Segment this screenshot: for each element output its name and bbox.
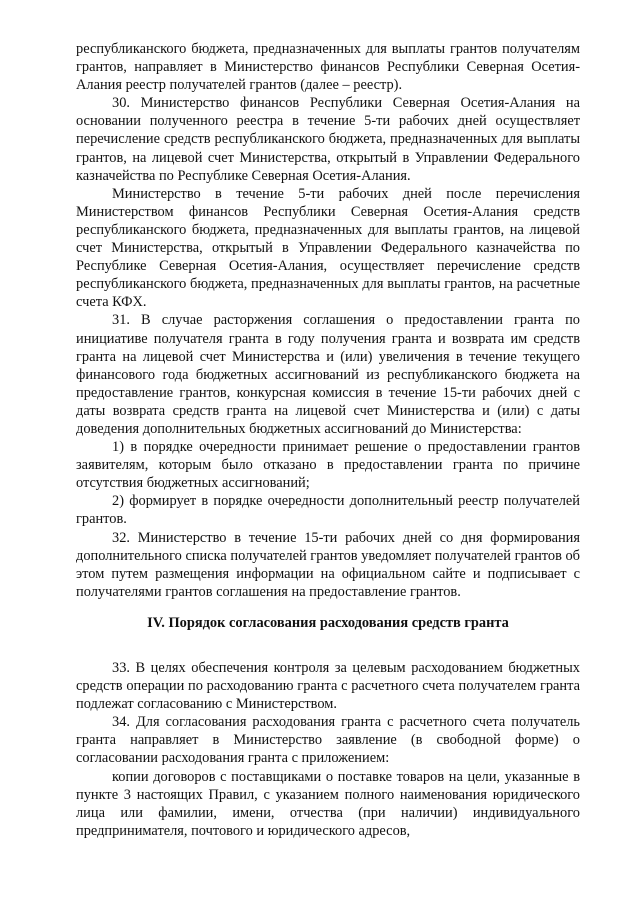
section-heading: IV. Порядок согласования расходования средств гранта — [147, 614, 509, 631]
paragraph: 31. В случае расторжения соглашения о предоставлении гранта по инициативе получателя гранта в году получения гранта и возврата им средств гранта на лицевой счет Министерства и (или) увеличения в течение текущего финансового года бюджетных ассигнований из республиканского бюджета на предоставление грантов, конкурсная комиссия в течение 15-ти рабочих дней с даты возврата средств гранта на лицевой счет Министерства и (или) с даты доведения дополнительных бюджетных ассигнований до Министерства: — [76, 312, 580, 437]
paragraph: 32. Министерство в течение 15-ти рабочих дней со дня формирования дополнительного списка получателей грантов уведомляет получателей грантов об этом путем размещения информации на официальном сайте и подписывает с получателями грантов соглашения на предоставление грантов. — [76, 529, 580, 600]
paragraph: Министерство в течение 5-ти рабочих дней после перечисления Министерством финансов Республики Северная Осетия-Алания средств республиканского бюджета, предназначенных для выплаты грантов, на лицевой счет Министерства, открытый в Управлении Федерального казначейства по Республике Северная Осетия-Алания, осуществляет перечисление средств республиканского бюджета, предназначенных для выплаты грантов, на расчетные счета КФХ. — [76, 185, 580, 311]
document-page — [76, 40, 580, 840]
paragraph: 34. Для согласования расходования гранта с расчетного счета получатель гранта направляет в Министерство заявление (в свободной форме) о согласовании расходования гранта с приложением: — [76, 714, 580, 767]
paragraph: республиканского бюджета, предназначенных для выплаты грантов получателям грантов, направляет в Министерство финансов Республики Северная Осетия-Алания реестр получателей грантов (далее – реестр). — [76, 41, 580, 94]
paragraph: 33. В целях обеспечения контроля за целевым расходованием бюджетных средств операции по расходованию гранта с расчетного счета получателем гранта подлежат согласованию с Министерством. — [76, 660, 580, 713]
paragraph: копии договоров с поставщиками о поставке товаров на цели, указанные в пункте 3 настоящих Правил, с указанием полного наименования юридического лица или фамилии, имени, отчества (при наличии) индивидуального предпринимателя, почтового и юридического адресов, — [76, 768, 580, 839]
list-item: 2) формирует в порядке очередности дополнительный реестр получателей грантов. — [76, 493, 580, 528]
list-item: 1) в порядке очередности принимает решение о предоставлении грантов заявителям, которым было отказано в предоставлении гранта по причине отсутствия бюджетных ассигнований; — [76, 439, 580, 492]
paragraph: 30. Министерство финансов Республики Северная Осетия-Алания на основании полученного реестра в течение 5-ти рабочих дней осуществляет перечисление средств республиканского бюджета, предназначенных для выплаты грантов, на лицевой счет Министерства, открытый в Управлении Федерального казначейства по Республике Северная Осетия-Алания. — [76, 95, 580, 184]
